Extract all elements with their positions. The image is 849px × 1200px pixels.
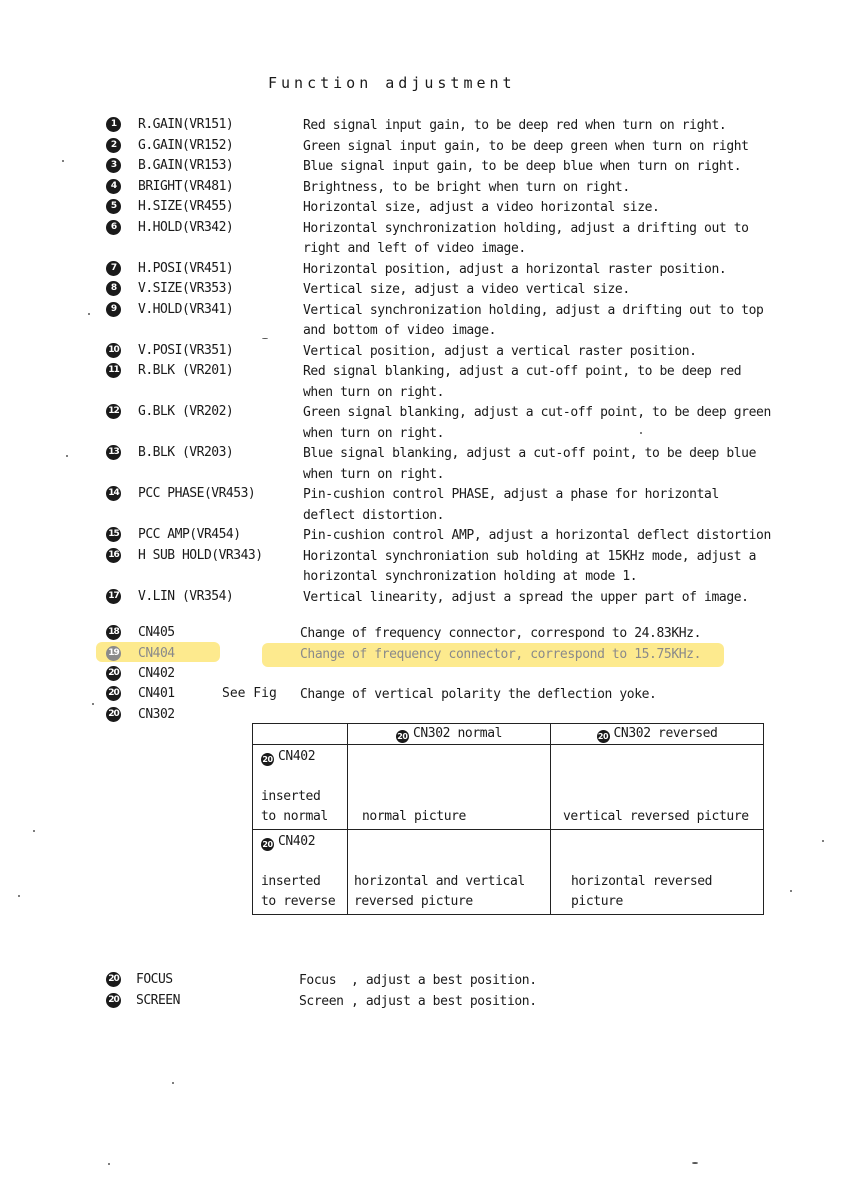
connector-item [0, 665, 849, 685]
item-description [303, 403, 771, 444]
table-row [253, 745, 764, 830]
list-item [0, 178, 849, 198]
item-description-line: Vertical position, adjust a vertical raster position. [303, 343, 697, 359]
list-item [0, 588, 849, 608]
polarity-figure-table [252, 723, 764, 915]
item-name: V.POSI(VR351) [138, 342, 234, 358]
item-number-icon: 20 [397, 732, 408, 741]
scan-speck [92, 703, 94, 705]
list-item [0, 403, 849, 441]
item-number-icon: 1 [106, 117, 121, 132]
item-description [303, 198, 659, 219]
item-name: H.HOLD(VR342) [138, 219, 234, 235]
table-cell: horizontal reversed picture [551, 830, 764, 915]
item-description-line: Horizontal synchroniation sub holding at 15KHz mode, adjust a [303, 548, 757, 564]
item-name: V.SIZE(VR353) [138, 281, 234, 296]
item-number-icon: 16 [106, 548, 121, 563]
item-name: BRIGHT(VR481) [138, 178, 234, 194]
item-description [303, 588, 749, 609]
table-row [253, 830, 764, 915]
item-description-line: Blue signal blanking, adjust a cut-off point, to be deep blue [303, 446, 757, 461]
scan-speck [262, 338, 268, 339]
connector-description: Change of vertical polarity the deflection yoke. [300, 687, 657, 702]
bottom-item [0, 992, 849, 1012]
connector-name: CN405 [138, 625, 175, 640]
item-name: V.HOLD(VR341) [138, 301, 234, 317]
item-number-icon: 12 [106, 404, 121, 419]
scan-speck [62, 160, 64, 162]
connector-description: Change of frequency connector, correspond to 15.75KHz. [300, 647, 702, 662]
connector-item [0, 645, 849, 665]
list-item [0, 116, 849, 136]
item-number-icon: 20 [106, 993, 121, 1008]
connector-name: CN402 [138, 666, 175, 681]
list-item [0, 260, 849, 280]
connector-description: Change of frequency connector, correspond to 24.83KHz. [300, 626, 702, 641]
item-description [303, 362, 741, 403]
item-description-line: Vertical synchronization holding, adjust a drifting out to top [303, 302, 764, 318]
see-fig-note: See Fig [222, 686, 277, 701]
item-description-line: Vertical linearity, adjust a spread the upper part of image. [303, 589, 749, 605]
item-description [303, 260, 726, 281]
bottom-item-description: Screen , adjust a best position. [299, 994, 537, 1009]
item-description-line: Blue signal input gain, to be deep blue when turn on right. [303, 159, 742, 174]
scan-speck [172, 1082, 174, 1084]
item-description [303, 342, 697, 363]
scan-speck [108, 1163, 110, 1165]
item-name: V.LIN (VR354) [138, 588, 234, 604]
item-description-line: when turn on right. [303, 425, 445, 441]
item-description-line: Horizontal size, adjust a video horizontal size. [303, 200, 660, 215]
connector-item [0, 685, 849, 705]
list-item [0, 444, 849, 482]
list-item [0, 485, 849, 523]
item-description-line: when turn on right. [303, 384, 445, 400]
scan-speck [18, 895, 20, 897]
item-name: B.GAIN(VR153) [138, 158, 234, 173]
connector-name: CN401 [138, 686, 175, 701]
list-item [0, 342, 849, 362]
scan-speck [33, 830, 35, 832]
item-description [303, 157, 741, 178]
item-number-icon: 20 [106, 972, 121, 987]
bottom-item [0, 971, 849, 991]
scan-speck [88, 313, 90, 315]
item-description-line: right and left of video image. [303, 241, 526, 256]
item-name: H SUB HOLD(VR343) [138, 547, 263, 563]
item-name: G.BLK (VR202) [138, 404, 234, 419]
table-col-header: 20 CN302 normal [348, 724, 551, 745]
table-row-header: 20 CN402 inserted to normal [253, 745, 348, 830]
list-item [0, 198, 849, 218]
item-number-icon: 7 [106, 261, 121, 276]
item-number-icon: 20 [106, 707, 121, 722]
item-number-icon: 20 [106, 666, 121, 681]
item-number-icon: 8 [106, 281, 121, 296]
item-description-line: Green signal input gain, to be deep green when turn on right [303, 138, 749, 154]
item-name: PCC PHASE(VR453) [138, 486, 256, 501]
item-number-icon: 4 [106, 179, 121, 194]
list-item [0, 219, 849, 256]
item-description-line: when turn on right. [303, 466, 445, 482]
item-description [303, 219, 749, 260]
item-number-icon: 20 [597, 732, 609, 741]
item-name: R.BLK (VR201) [138, 363, 234, 378]
item-number-icon: 13 [106, 445, 121, 460]
bottom-item-name: FOCUS [136, 972, 173, 987]
table-cell: vertical reversed picture [551, 745, 764, 830]
item-number-icon: 10 [106, 343, 121, 358]
item-description-line: horizontal synchronization holding at mode 1. [303, 569, 638, 584]
item-number-icon: 3 [106, 158, 121, 173]
item-description-line: Horizontal position, adjust a horizontal raster position. [303, 261, 727, 277]
item-description-line: Vertical size, adjust a video vertical size. [303, 282, 630, 297]
item-description [303, 116, 726, 137]
item-description [303, 178, 630, 199]
item-description-line: and bottom of video image. [303, 323, 497, 338]
item-description [303, 444, 756, 485]
list-item [0, 547, 849, 584]
item-description-line: Horizontal synchronization holding, adjust a drifting out to [303, 220, 749, 236]
item-name: H.POSI(VR451) [138, 260, 234, 276]
item-name: H.SIZE(VR455) [138, 199, 234, 214]
item-description [303, 526, 771, 547]
item-number-icon: 19 [106, 646, 121, 661]
item-number-icon: 6 [106, 220, 121, 235]
item-number-icon: 18 [106, 625, 121, 640]
list-item [0, 526, 849, 546]
item-description [303, 301, 763, 342]
list-item [0, 137, 849, 157]
table-row-header: 20 CN402 inserted to reverse [253, 830, 348, 915]
connector-name: CN302 [138, 707, 175, 722]
connector-name: CN404 [138, 646, 175, 661]
table-col-header: 20 CN302 reversed [551, 724, 764, 745]
table-cell: horizontal and vertical reversed picture [348, 830, 551, 915]
table-header-row [253, 724, 764, 745]
item-name: G.GAIN(VR152) [138, 137, 234, 153]
item-description-line: Pin-cushion control PHASE, adjust a phase for horizontal [303, 487, 719, 502]
scan-speck [692, 1162, 698, 1164]
page-title: Function adjustment [268, 74, 516, 92]
item-description-line: Red signal blanking, adjust a cut-off point, to be deep red [303, 364, 742, 379]
item-number-icon: 17 [106, 589, 121, 604]
item-description [303, 547, 756, 588]
item-description-line: deflect distortion. [303, 507, 445, 523]
scan-speck [640, 432, 642, 434]
item-description-line: Brightness, to be bright when turn on right. [303, 179, 630, 195]
item-name: B.BLK (VR203) [138, 445, 234, 460]
item-name: PCC AMP(VR454) [138, 527, 241, 542]
item-number-icon: 5 [106, 199, 121, 214]
item-number-icon: 11 [106, 363, 121, 378]
item-number-icon: 20 [262, 755, 273, 764]
item-number-icon: 15 [106, 527, 121, 542]
item-description [303, 280, 630, 301]
item-description-line: Red signal input gain, to be deep red when turn on right. [303, 118, 727, 133]
list-item [0, 157, 849, 177]
item-number-icon: 20 [106, 686, 121, 701]
item-number-icon: 20 [262, 840, 273, 849]
item-number-icon: 14 [106, 486, 121, 501]
scan-speck [790, 890, 792, 892]
connector-item [0, 624, 849, 644]
table-corner-cell [253, 724, 348, 745]
scan-speck [66, 455, 68, 457]
bottom-item-description: Focus , adjust a best position. [299, 973, 537, 988]
scan-speck [822, 840, 824, 842]
list-item [0, 362, 849, 400]
item-name: R.GAIN(VR151) [138, 117, 234, 132]
item-number-icon: 9 [106, 302, 121, 317]
item-description-line: Green signal blanking, adjust a cut-off point, to be deep green [303, 405, 771, 420]
item-description-line: Pin-cushion control AMP, adjust a horizontal deflect distortion [303, 528, 771, 543]
item-number-icon: 2 [106, 138, 121, 153]
list-item [0, 280, 849, 300]
table-cell: normal picture [348, 745, 551, 830]
list-item [0, 301, 849, 338]
item-description [303, 137, 749, 158]
item-description [303, 485, 719, 526]
bottom-item-name: SCREEN [136, 993, 180, 1008]
